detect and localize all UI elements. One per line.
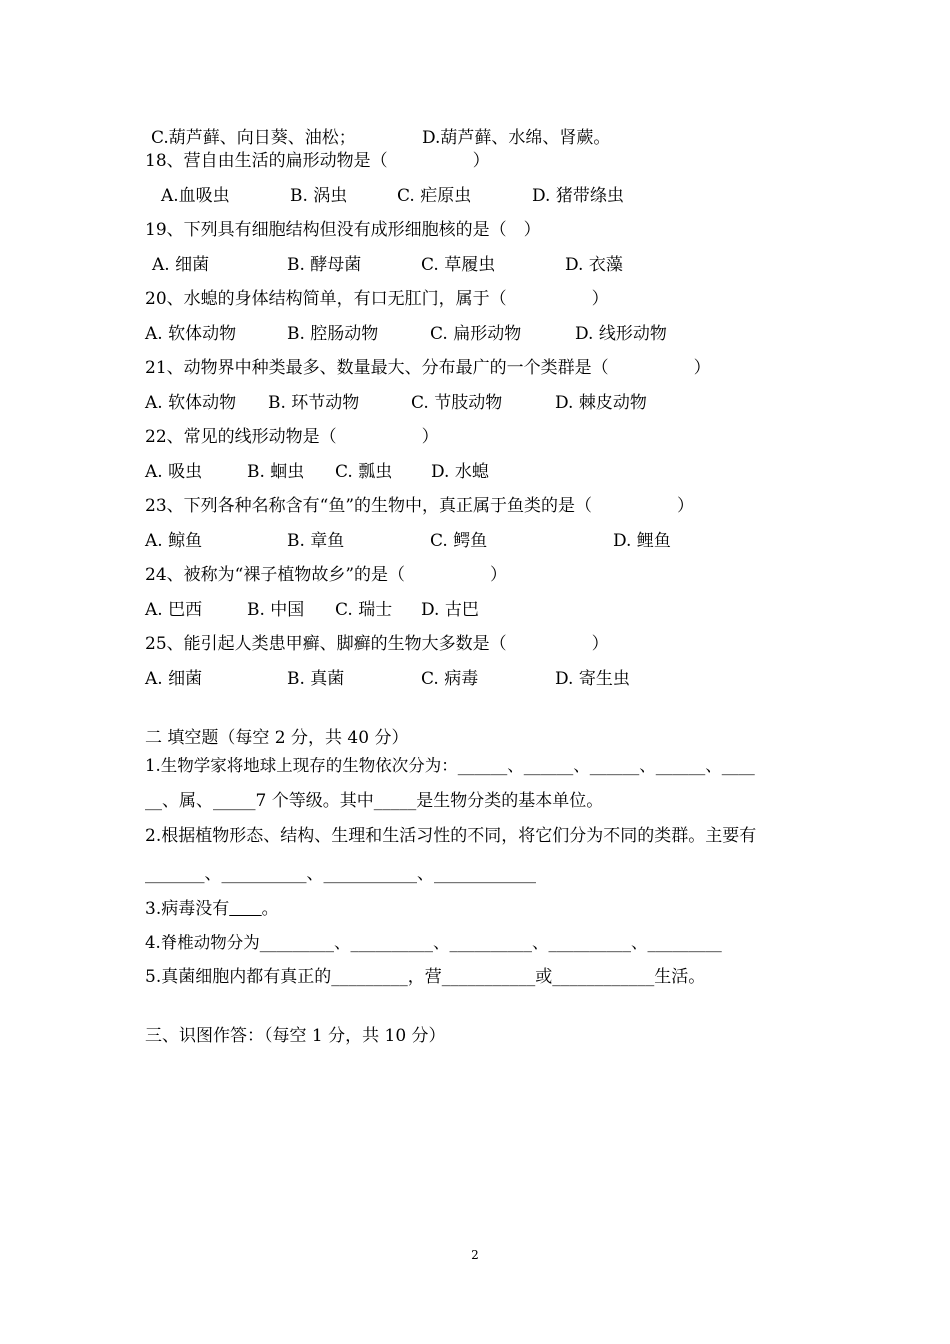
q25-option-b: B. 真菌 bbox=[287, 669, 345, 689]
q24-option-a: A. 巴西 bbox=[145, 600, 203, 620]
q17-option-c: C.葫芦藓、向日葵、油松； bbox=[151, 128, 356, 148]
q23-stem: 23、下列各种名称含有“鱼”的生物中，真正属于鱼类的是（ ） bbox=[145, 496, 695, 516]
fill-q1-line1: 1.生物学家将地球上现存的生物依次分为：______、______、______、______、____ bbox=[145, 756, 755, 775]
q20-option-a: A. 软体动物 bbox=[145, 324, 237, 344]
page-number: 2 bbox=[471, 1248, 479, 1262]
fill-q4: 4.脊椎动物分为_________、__________、__________、__________、_________ bbox=[145, 933, 722, 952]
q18-option-b: B. 涡虫 bbox=[290, 186, 348, 206]
q24-option-d: D. 古巴 bbox=[421, 600, 479, 620]
q19-option-d: D. 衣藻 bbox=[565, 255, 623, 275]
q22-stem: 22、常见的线形动物是（ ） bbox=[145, 427, 439, 447]
q20-option-d: D. 线形动物 bbox=[575, 324, 667, 344]
q20-option-b: B. 腔肠动物 bbox=[287, 324, 379, 344]
fill-q1-line2: __、属、_____7 个等级。其中_____是生物分类的基本单位。 bbox=[145, 791, 604, 811]
q18-option-d: D. 猪带绦虫 bbox=[532, 186, 624, 206]
q25-option-c: C. 病毒 bbox=[421, 669, 479, 689]
q21-option-a: A. 软体动物 bbox=[145, 393, 237, 413]
q23-option-b: B. 章鱼 bbox=[287, 531, 345, 551]
section2-heading: 二 填空题（每空 2 分，共 40 分） bbox=[145, 728, 409, 748]
q21-option-d: D. 棘皮动物 bbox=[555, 393, 647, 413]
q24-option-b: B. 中国 bbox=[247, 600, 305, 620]
q18-stem: 18、营自由生活的扁形动物是（ ） bbox=[145, 151, 490, 171]
q22-option-d: D. 水螅 bbox=[431, 462, 489, 482]
fill-q2-line2: _______、__________、___________、____________ bbox=[145, 864, 536, 884]
q25-option-d: D. 寄生虫 bbox=[555, 669, 630, 689]
q21-option-c: C. 节肢动物 bbox=[411, 393, 503, 413]
q25-stem: 25、能引起人类患甲癣、脚癣的生物大多数是（ ） bbox=[145, 634, 609, 654]
q19-option-c: C. 草履虫 bbox=[421, 255, 496, 275]
fill-q3-suffix: 。 bbox=[261, 899, 279, 919]
q24-option-c: C. 瑞士 bbox=[335, 600, 393, 620]
section3-heading: 三、识图作答：（每空 1 分，共 10 分） bbox=[145, 1026, 446, 1046]
q22-option-a: A. 吸虫 bbox=[145, 462, 203, 482]
q23-option-c: C. 鳄鱼 bbox=[430, 531, 488, 551]
q21-option-b: B. 环节动物 bbox=[268, 393, 360, 413]
fill-q3-blank bbox=[229, 899, 261, 919]
q20-option-c: C. 扁形动物 bbox=[430, 324, 522, 344]
fill-q2-line1: 2.根据植物形态、结构、生理和生活习性的不同，将它们分为不同的类群。主要有 bbox=[145, 826, 757, 846]
q23-option-d: D. 鲤鱼 bbox=[613, 531, 671, 551]
q19-option-b: B. 酵母菌 bbox=[287, 255, 362, 275]
q23-option-a: A. 鲸鱼 bbox=[145, 531, 203, 551]
q25-option-a: A. 细菌 bbox=[145, 669, 203, 689]
fill-q3-prefix: 3.病毒没有 bbox=[145, 899, 230, 919]
fill-q3 bbox=[145, 898, 279, 920]
q24-stem: 24、被称为“裸子植物故乡”的是（ ） bbox=[145, 565, 508, 585]
q20-stem: 20、水螅的身体结构简单，有口无肛门，属于（ ） bbox=[145, 289, 609, 309]
q19-stem: 19、下列具有细胞结构但没有成形细胞核的是（ ） bbox=[145, 220, 541, 240]
q18-option-c: C. 疟原虫 bbox=[397, 186, 472, 206]
q19-option-a: A. 细菌 bbox=[152, 255, 210, 275]
q21-stem: 21、动物界中种类最多、数量最大、分布最广的一个类群是（ ） bbox=[145, 358, 711, 378]
q22-option-b: B. 蛔虫 bbox=[247, 462, 305, 482]
q22-option-c: C. 瓢虫 bbox=[335, 462, 393, 482]
fill-q5: 5.真菌细胞内都有真正的_________，营___________或____________生活。 bbox=[145, 967, 706, 987]
q17-option-d: D.葫芦藓、水绵、肾蕨。 bbox=[422, 128, 611, 148]
q18-option-a: A.血吸虫 bbox=[161, 186, 230, 206]
